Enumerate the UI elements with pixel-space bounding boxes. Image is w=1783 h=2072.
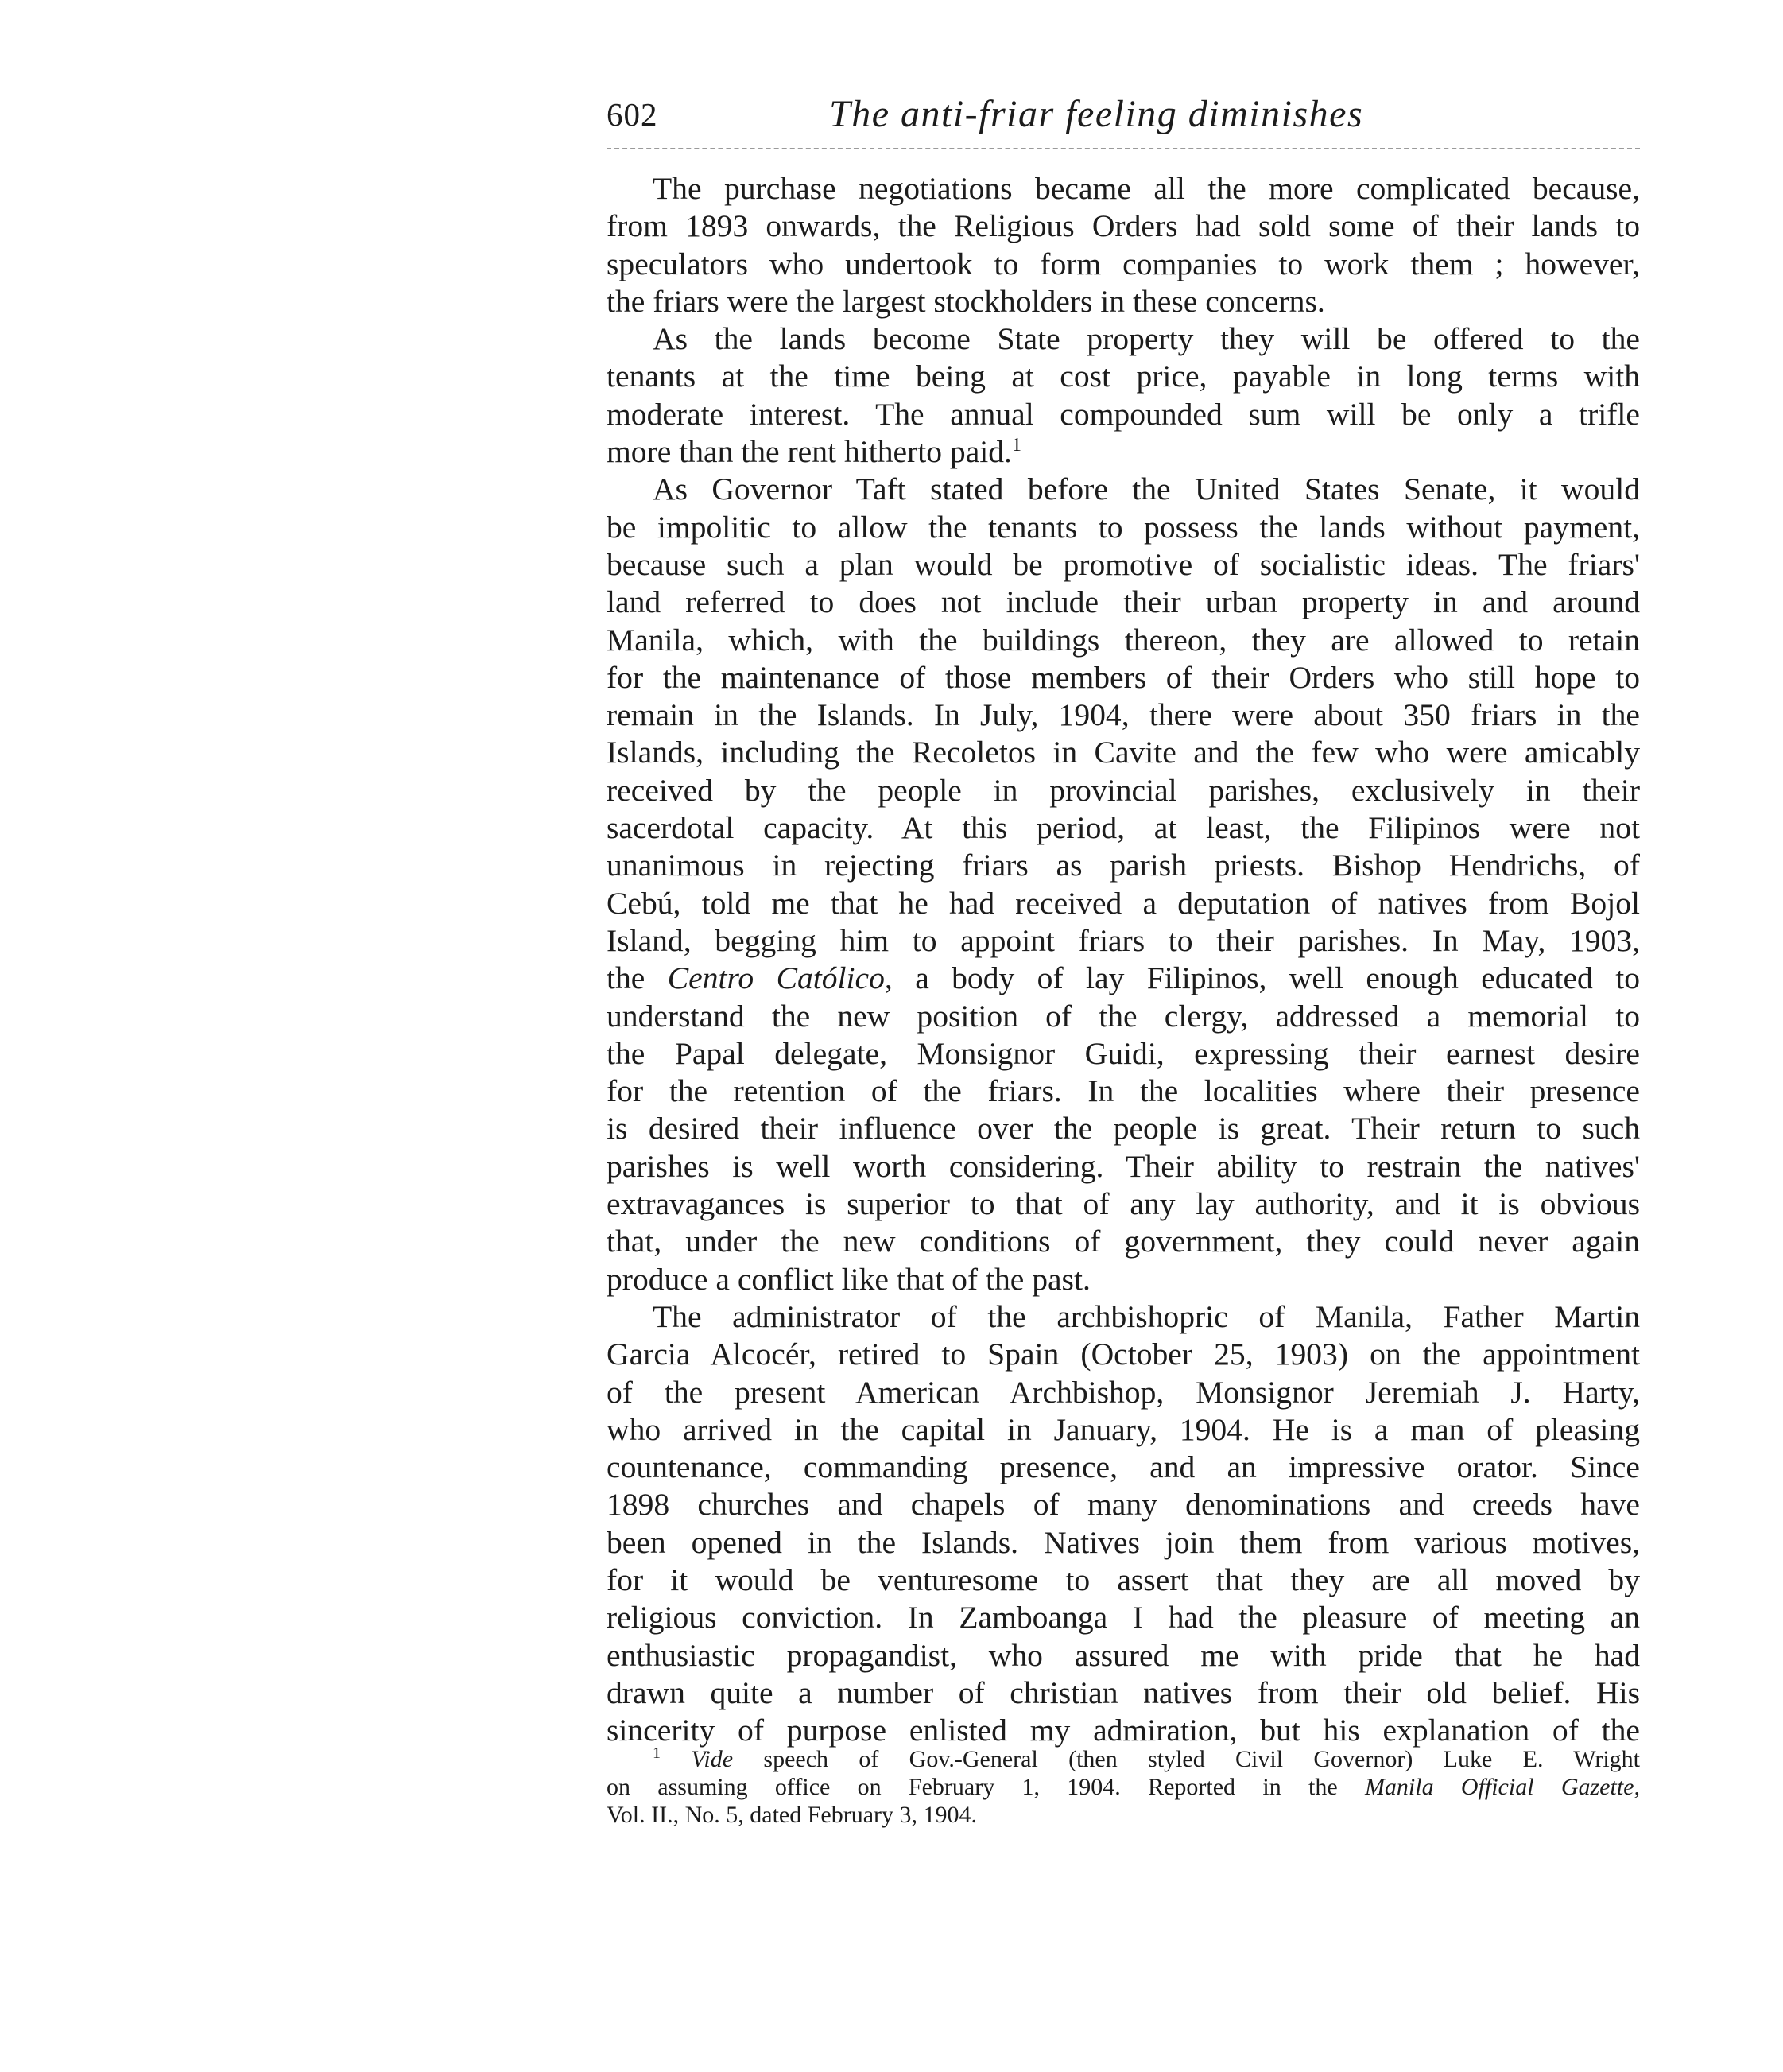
footnote-vide: Vide xyxy=(691,1746,734,1772)
text-fragment: , a body of lay Filipinos, well enough educated to xyxy=(884,960,1640,996)
paragraph xyxy=(607,1298,1640,1750)
text-line: The purchase negotiations became all the more complicated because, xyxy=(653,171,1640,206)
text-line: tenants at the time being at cost price, payable in long terms with xyxy=(607,359,1640,394)
text-line: speculators who undertook to form companies to work them ; however, xyxy=(607,246,1640,281)
footnote xyxy=(607,1745,1640,1829)
text-line: Cebú, told me that he had received a deputation of natives from Bojol xyxy=(607,885,1640,921)
text-line: unanimous in rejecting friars as parish priests. Bishop Hendrichs, of xyxy=(607,848,1640,883)
text-line: from 1893 onwards, the Religious Orders had sold some of their lands to xyxy=(607,208,1640,244)
text-fragment: the xyxy=(607,960,668,996)
footnote-reference: 1 xyxy=(1011,434,1021,456)
header-rule xyxy=(607,148,1640,149)
text-line: Islands, including the Recoletos in Cavite and the few who were amicably xyxy=(607,735,1640,770)
text-line: As the lands become State property they will be offered to the xyxy=(653,321,1640,357)
paragraph xyxy=(607,170,1640,320)
text-line: land referred to does not include their urban property in and around xyxy=(607,584,1640,620)
text-line: the Papal delegate, Monsignor Guidi, expressing their earnest desire xyxy=(607,1035,1640,1071)
text-fragment: speech of Gov.-General (then styled Civil Governor) Luke E. Wright xyxy=(733,1746,1640,1772)
text-line: who arrived in the capital in January, 1904. He is a man of pleasing xyxy=(607,1411,1640,1447)
text-line xyxy=(607,960,1640,997)
text-line: produce a conflict like that of the past. xyxy=(607,1261,1091,1297)
text-line: be impolitic to allow the tenants to possess the lands without payment, xyxy=(607,509,1640,545)
text-line: for the retention of the friars. In the localities where their presence xyxy=(607,1073,1640,1109)
text-line: understand the new position of the clergy, addressed a memorial to xyxy=(607,998,1640,1034)
text-line: enthusiastic propagandist, who assured me with pride that he had xyxy=(607,1637,1640,1673)
paragraph xyxy=(607,471,1640,1298)
page-header xyxy=(607,89,1640,145)
text-line: sincerity of purpose enlisted my admiration, but his explanation of the xyxy=(607,1713,1640,1748)
running-title: The anti-friar feeling diminishes xyxy=(829,93,1364,135)
text-line: sacerdotal capacity. At this period, at least, the Filipinos were not xyxy=(607,810,1640,846)
text-fragment: on assuming office on February 1, 1904. Reported in the xyxy=(607,1774,1365,1800)
footnote-line xyxy=(607,1745,1640,1773)
text-line: drawn quite a number of christian natives from their old belief. His xyxy=(607,1674,1640,1710)
text-line: Garcia Alcocér, retired to Spain (October 25, 1903) on the appointment xyxy=(607,1337,1640,1372)
footnote-marker: 1 xyxy=(653,1745,661,1762)
text-line: Manila, which, with the buildings thereon, they are allowed to retain xyxy=(607,622,1640,658)
text-line: remain in the Islands. In July, 1904, there were about 350 friars in the xyxy=(607,697,1640,733)
text-line: As Governor Taft stated before the United States Senate, it would xyxy=(653,471,1640,507)
text-line: Island, begging him to appoint friars to their parishes. In May, 1903, xyxy=(607,922,1640,958)
publication-title: Manila Official Gazette, xyxy=(1364,1774,1640,1800)
text-line xyxy=(607,433,1640,471)
footnote-line: Vol. II., No. 5, dated February 3, 1904. xyxy=(607,1802,978,1828)
footnote-line xyxy=(607,1773,1640,1801)
text-line: countenance, commanding presence, and an impressive orator. Since xyxy=(607,1449,1640,1485)
body-text xyxy=(607,170,1640,1749)
text-line: is desired their influence over the people is great. Their return to such xyxy=(607,1111,1640,1147)
text-line: parishes is well worth considering. Their ability to restrain the natives' xyxy=(607,1148,1640,1184)
text-line: the friars were the largest stockholders in these concerns. xyxy=(607,283,1325,319)
text-line: of the present American Archbishop, Monsignor Jeremiah J. Harty, xyxy=(607,1374,1640,1410)
page-number: 602 xyxy=(607,96,658,133)
paragraph xyxy=(607,320,1640,471)
text-line: The administrator of the archbishopric of Manila, Father Martin xyxy=(653,1298,1640,1334)
text-line: 1898 churches and chapels of many denominations and creeds have xyxy=(607,1487,1640,1523)
text-line: received by the people in provincial parishes, exclusively in their xyxy=(607,772,1640,808)
text-line: because such a plan would be promotive of socialistic ideas. The friars' xyxy=(607,546,1640,582)
text-line: for it would be venturesome to assert that they are all moved by xyxy=(607,1562,1640,1597)
text-line: that, under the new conditions of government, they could never again xyxy=(607,1224,1640,1259)
text-line: been opened in the Islands. Natives join them from various motives, xyxy=(607,1524,1640,1560)
text-line: religious conviction. In Zamboanga I had the pleasure of meeting an xyxy=(607,1600,1640,1635)
text-line: extravagances is superior to that of any lay authority, and it is obvious xyxy=(607,1186,1640,1222)
text-line: moderate interest. The annual compounded sum will be only a trifle xyxy=(607,396,1640,432)
text-line: for the maintenance of those members of their Orders who still hope to xyxy=(607,659,1640,695)
italic-name: Centro Católico xyxy=(667,960,885,996)
text-fragment: more than the rent hitherto paid. xyxy=(607,434,1012,470)
